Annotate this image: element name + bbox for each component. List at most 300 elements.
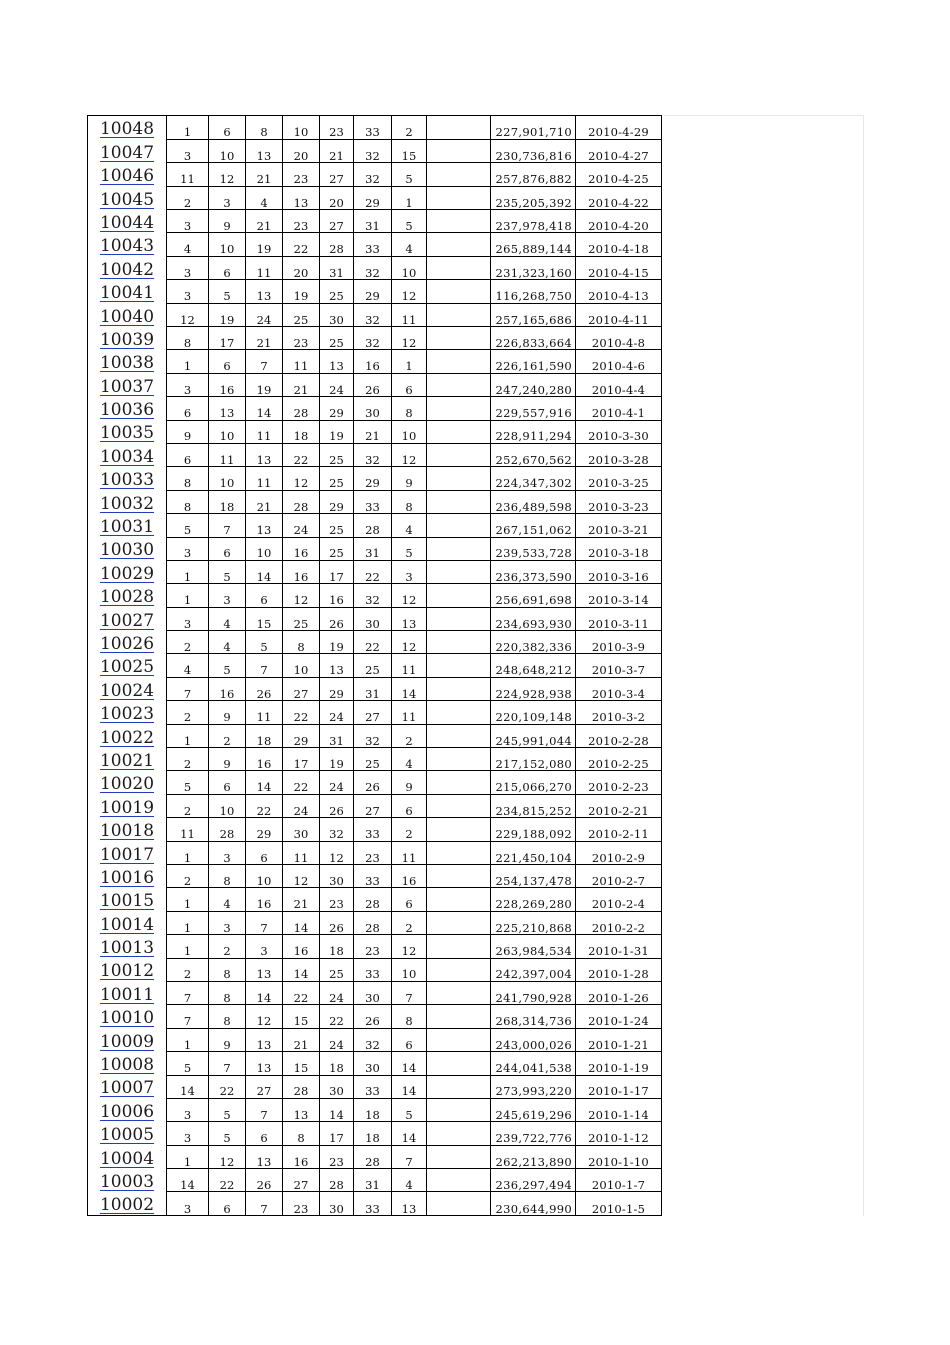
bonus-number-cell: 12 xyxy=(392,280,427,303)
draw-id-link[interactable]: 10023 xyxy=(99,704,155,725)
number-cell: 16 xyxy=(246,888,283,911)
draw-id-cell[interactable] xyxy=(88,958,167,981)
bonus-number-cell: 14 xyxy=(392,1052,427,1075)
draw-id-link[interactable]: 10012 xyxy=(99,961,155,982)
empty-cell xyxy=(427,748,491,771)
number-cell: 17 xyxy=(320,560,354,583)
draw-id-link[interactable]: 10033 xyxy=(99,470,155,491)
bonus-number-cell: 7 xyxy=(392,1145,427,1168)
number-cell: 27 xyxy=(246,1075,283,1098)
amount-cell: 267,151,062 xyxy=(491,514,576,537)
draw-id-cell[interactable] xyxy=(88,397,167,420)
date-cell: 2010-2-4 xyxy=(576,888,662,911)
draw-id-cell[interactable] xyxy=(88,1052,167,1075)
date-cell: 2010-1-5 xyxy=(576,1192,662,1216)
empty-cell xyxy=(427,186,491,209)
number-cell: 22 xyxy=(283,443,320,466)
number-cell: 13 xyxy=(246,1028,283,1051)
draw-id-link[interactable]: 10031 xyxy=(99,517,155,538)
bonus-number-cell: 9 xyxy=(392,771,427,794)
draw-id-link[interactable]: 10047 xyxy=(99,142,155,163)
number-cell: 31 xyxy=(354,677,392,700)
draw-id-link[interactable]: 10027 xyxy=(99,610,155,631)
draw-id-cell[interactable] xyxy=(88,350,167,373)
number-cell: 12 xyxy=(167,303,209,326)
bonus-number-cell: 7 xyxy=(392,981,427,1004)
amount-cell: 262,213,890 xyxy=(491,1145,576,1168)
number-cell: 30 xyxy=(354,981,392,1004)
amount-cell: 265,889,144 xyxy=(491,233,576,256)
draw-id-cell[interactable] xyxy=(88,256,167,279)
empty-cell xyxy=(427,420,491,443)
number-cell: 13 xyxy=(246,514,283,537)
number-cell: 9 xyxy=(209,1028,246,1051)
empty-cell xyxy=(427,771,491,794)
draw-id-cell[interactable] xyxy=(88,163,167,186)
draw-id-link[interactable]: 10022 xyxy=(99,727,155,748)
amount-cell: 231,323,160 xyxy=(491,256,576,279)
draw-id-link[interactable]: 10007 xyxy=(99,1078,155,1099)
date-cell: 2010-3-7 xyxy=(576,654,662,677)
number-cell: 6 xyxy=(167,443,209,466)
draw-id-link[interactable]: 10004 xyxy=(99,1148,155,1169)
draw-id-link[interactable]: 10005 xyxy=(99,1125,155,1146)
number-cell: 8 xyxy=(209,1005,246,1028)
draw-id-cell[interactable] xyxy=(88,841,167,864)
number-cell: 15 xyxy=(283,1052,320,1075)
draw-id-link[interactable]: 10009 xyxy=(99,1031,155,1052)
number-cell: 13 xyxy=(320,350,354,373)
number-cell: 2 xyxy=(167,958,209,981)
number-cell: 21 xyxy=(283,1028,320,1051)
draw-id-link[interactable]: 10017 xyxy=(99,844,155,865)
draw-id-cell[interactable] xyxy=(88,935,167,958)
table-row xyxy=(88,631,662,654)
draw-id-cell[interactable] xyxy=(88,771,167,794)
date-cell: 2010-1-7 xyxy=(576,1169,662,1192)
table-row xyxy=(88,327,662,350)
draw-id-link[interactable]: 10030 xyxy=(99,540,155,561)
draw-id-link[interactable]: 10002 xyxy=(99,1195,155,1216)
draw-id-cell[interactable] xyxy=(88,443,167,466)
number-cell: 13 xyxy=(209,397,246,420)
number-cell: 24 xyxy=(283,794,320,817)
number-cell: 1 xyxy=(167,584,209,607)
date-cell: 2010-2-21 xyxy=(576,794,662,817)
empty-cell xyxy=(427,701,491,724)
date-cell: 2010-3-9 xyxy=(576,631,662,654)
bonus-number-cell: 11 xyxy=(392,701,427,724)
bonus-number-cell: 11 xyxy=(392,841,427,864)
number-cell: 3 xyxy=(167,1098,209,1121)
number-cell: 1 xyxy=(167,1145,209,1168)
table-row xyxy=(88,1052,662,1075)
draw-id-cell[interactable] xyxy=(88,724,167,747)
draw-id-cell[interactable] xyxy=(88,1075,167,1098)
number-cell: 25 xyxy=(320,443,354,466)
number-cell: 17 xyxy=(320,1122,354,1145)
draw-id-link[interactable]: 10020 xyxy=(99,774,155,795)
draw-id-cell[interactable] xyxy=(88,420,167,443)
draw-id-link[interactable]: 10039 xyxy=(99,329,155,350)
amount-cell: 228,911,294 xyxy=(491,420,576,443)
number-cell: 8 xyxy=(167,490,209,513)
empty-cell xyxy=(427,631,491,654)
draw-id-cell[interactable] xyxy=(88,584,167,607)
draw-id-cell[interactable] xyxy=(88,1098,167,1121)
bonus-number-cell: 6 xyxy=(392,794,427,817)
draw-id-cell[interactable] xyxy=(88,981,167,1004)
number-cell: 2 xyxy=(167,631,209,654)
table-row xyxy=(88,186,662,209)
number-cell: 32 xyxy=(354,443,392,466)
empty-cell xyxy=(427,1122,491,1145)
number-cell: 8 xyxy=(283,1122,320,1145)
number-cell: 16 xyxy=(283,935,320,958)
empty-cell xyxy=(427,981,491,1004)
number-cell: 13 xyxy=(320,654,354,677)
number-cell: 27 xyxy=(283,677,320,700)
draw-id-link[interactable]: 10036 xyxy=(99,400,155,421)
draw-id-link[interactable]: 10032 xyxy=(99,493,155,514)
number-cell: 8 xyxy=(209,865,246,888)
draw-id-link[interactable]: 10038 xyxy=(99,353,155,374)
number-cell: 30 xyxy=(354,1052,392,1075)
draw-id-link[interactable]: 10046 xyxy=(99,166,155,187)
empty-cell xyxy=(427,794,491,817)
draw-id-cell[interactable] xyxy=(88,210,167,233)
draw-id-cell[interactable] xyxy=(88,911,167,934)
draw-id-cell[interactable] xyxy=(88,888,167,911)
date-cell: 2010-4-29 xyxy=(576,116,662,140)
number-cell: 32 xyxy=(354,1028,392,1051)
number-cell: 18 xyxy=(246,724,283,747)
number-cell: 11 xyxy=(167,163,209,186)
amount-cell: 248,648,212 xyxy=(491,654,576,677)
number-cell: 18 xyxy=(283,420,320,443)
amount-cell: 228,269,280 xyxy=(491,888,576,911)
amount-cell: 241,790,928 xyxy=(491,981,576,1004)
draw-id-cell[interactable] xyxy=(88,467,167,490)
empty-cell xyxy=(427,888,491,911)
number-cell: 21 xyxy=(246,327,283,350)
draw-id-link[interactable]: 10045 xyxy=(99,189,155,210)
draw-id-link[interactable]: 10028 xyxy=(99,587,155,608)
draw-id-link[interactable]: 10015 xyxy=(99,891,155,912)
draw-id-link[interactable]: 10019 xyxy=(99,797,155,818)
amount-cell: 229,188,092 xyxy=(491,818,576,841)
draw-id-link[interactable]: 10026 xyxy=(99,633,155,654)
number-cell: 21 xyxy=(283,373,320,396)
amount-cell: 116,268,750 xyxy=(491,280,576,303)
number-cell: 5 xyxy=(209,1098,246,1121)
draw-id-link[interactable]: 10043 xyxy=(99,236,155,257)
empty-cell xyxy=(427,724,491,747)
draw-id-cell[interactable] xyxy=(88,373,167,396)
draw-id-link[interactable]: 10044 xyxy=(99,212,155,233)
empty-cell xyxy=(427,1169,491,1192)
draw-id-link[interactable]: 10029 xyxy=(99,563,155,584)
empty-cell xyxy=(427,607,491,630)
table-row xyxy=(88,911,662,934)
date-cell: 2010-4-25 xyxy=(576,163,662,186)
draw-id-link[interactable]: 10037 xyxy=(99,376,155,397)
number-cell: 18 xyxy=(320,1052,354,1075)
number-cell: 7 xyxy=(246,1192,283,1216)
table-row xyxy=(88,1169,662,1192)
empty-cell xyxy=(427,677,491,700)
draw-id-cell[interactable] xyxy=(88,748,167,771)
table-row xyxy=(88,1192,662,1216)
number-cell: 8 xyxy=(209,958,246,981)
number-cell: 29 xyxy=(246,818,283,841)
bonus-number-cell: 6 xyxy=(392,888,427,911)
number-cell: 23 xyxy=(283,1192,320,1216)
draw-id-cell[interactable] xyxy=(88,303,167,326)
date-cell: 2010-2-23 xyxy=(576,771,662,794)
number-cell: 27 xyxy=(320,210,354,233)
bonus-number-cell: 6 xyxy=(392,373,427,396)
draw-results-sheet xyxy=(87,115,662,1216)
number-cell: 4 xyxy=(167,233,209,256)
date-cell: 2010-1-21 xyxy=(576,1028,662,1051)
number-cell: 30 xyxy=(320,1075,354,1098)
draw-id-cell[interactable] xyxy=(88,233,167,256)
number-cell: 33 xyxy=(354,233,392,256)
draw-id-cell[interactable] xyxy=(88,1192,167,1216)
amount-cell: 215,066,270 xyxy=(491,771,576,794)
draw-id-link[interactable]: 10006 xyxy=(99,1101,155,1122)
table-row xyxy=(88,677,662,700)
number-cell: 32 xyxy=(354,139,392,162)
amount-cell: 236,297,494 xyxy=(491,1169,576,1192)
amount-cell: 227,901,710 xyxy=(491,116,576,140)
number-cell: 10 xyxy=(283,116,320,140)
number-cell: 28 xyxy=(283,397,320,420)
number-cell: 2 xyxy=(167,701,209,724)
number-cell: 28 xyxy=(209,818,246,841)
number-cell: 5 xyxy=(209,280,246,303)
draw-id-cell[interactable] xyxy=(88,654,167,677)
draw-id-cell[interactable] xyxy=(88,139,167,162)
draw-id-link[interactable]: 10025 xyxy=(99,657,155,678)
draw-id-cell[interactable] xyxy=(88,677,167,700)
draw-id-cell[interactable] xyxy=(88,701,167,724)
table-row xyxy=(88,303,662,326)
amount-cell: 217,152,080 xyxy=(491,748,576,771)
bonus-number-cell: 10 xyxy=(392,256,427,279)
number-cell: 26 xyxy=(354,373,392,396)
draw-id-link[interactable]: 10042 xyxy=(99,259,155,280)
number-cell: 3 xyxy=(167,1122,209,1145)
number-cell: 29 xyxy=(354,280,392,303)
draw-id-link[interactable]: 10013 xyxy=(99,938,155,959)
draw-id-cell[interactable] xyxy=(88,490,167,513)
draw-id-link[interactable]: 10024 xyxy=(99,680,155,701)
amount-cell: 263,984,534 xyxy=(491,935,576,958)
date-cell: 2010-1-14 xyxy=(576,1098,662,1121)
amount-cell: 229,557,916 xyxy=(491,397,576,420)
number-cell: 3 xyxy=(167,280,209,303)
date-cell: 2010-3-21 xyxy=(576,514,662,537)
draw-id-cell[interactable] xyxy=(88,865,167,888)
amount-cell: 226,161,590 xyxy=(491,350,576,373)
number-cell: 14 xyxy=(246,397,283,420)
number-cell: 6 xyxy=(209,771,246,794)
draw-id-link[interactable]: 10035 xyxy=(99,423,155,444)
draw-id-cell[interactable] xyxy=(88,1122,167,1145)
table-row xyxy=(88,981,662,1004)
empty-cell xyxy=(427,1098,491,1121)
amount-cell: 224,347,302 xyxy=(491,467,576,490)
bonus-number-cell: 14 xyxy=(392,677,427,700)
number-cell: 8 xyxy=(246,116,283,140)
number-cell: 18 xyxy=(209,490,246,513)
empty-cell xyxy=(427,280,491,303)
draw-id-cell[interactable] xyxy=(88,1028,167,1051)
empty-cell xyxy=(427,490,491,513)
number-cell: 22 xyxy=(283,233,320,256)
table-row xyxy=(88,420,662,443)
amount-cell: 256,691,698 xyxy=(491,584,576,607)
bonus-number-cell: 14 xyxy=(392,1122,427,1145)
bonus-number-cell: 11 xyxy=(392,654,427,677)
number-cell: 4 xyxy=(209,631,246,654)
amount-cell: 221,450,104 xyxy=(491,841,576,864)
amount-cell: 230,644,990 xyxy=(491,1192,576,1216)
number-cell: 33 xyxy=(354,818,392,841)
number-cell: 10 xyxy=(246,865,283,888)
number-cell: 31 xyxy=(320,256,354,279)
date-cell: 2010-4-6 xyxy=(576,350,662,373)
number-cell: 16 xyxy=(283,537,320,560)
number-cell: 26 xyxy=(320,607,354,630)
draw-id-link[interactable]: 10021 xyxy=(99,750,155,771)
draw-id-link[interactable]: 10041 xyxy=(99,283,155,304)
amount-cell: 257,876,882 xyxy=(491,163,576,186)
date-cell: 2010-4-8 xyxy=(576,327,662,350)
bonus-number-cell: 16 xyxy=(392,865,427,888)
table-row xyxy=(88,1145,662,1168)
empty-cell xyxy=(427,210,491,233)
bonus-number-cell: 15 xyxy=(392,139,427,162)
date-cell: 2010-1-19 xyxy=(576,1052,662,1075)
draw-id-link[interactable]: 10018 xyxy=(99,821,155,842)
empty-cell xyxy=(427,350,491,373)
bonus-number-cell: 11 xyxy=(392,303,427,326)
number-cell: 10 xyxy=(209,420,246,443)
table-row xyxy=(88,1098,662,1121)
number-cell: 8 xyxy=(209,981,246,1004)
empty-cell xyxy=(427,139,491,162)
number-cell: 13 xyxy=(246,958,283,981)
date-cell: 2010-1-12 xyxy=(576,1122,662,1145)
number-cell: 8 xyxy=(167,327,209,350)
number-cell: 16 xyxy=(320,584,354,607)
number-cell: 2 xyxy=(167,748,209,771)
draw-id-cell[interactable] xyxy=(88,514,167,537)
bonus-number-cell: 13 xyxy=(392,607,427,630)
number-cell: 17 xyxy=(209,327,246,350)
draw-id-link[interactable]: 10010 xyxy=(99,1008,155,1029)
draw-id-cell[interactable] xyxy=(88,818,167,841)
number-cell: 10 xyxy=(209,233,246,256)
draw-id-cell[interactable] xyxy=(88,186,167,209)
number-cell: 16 xyxy=(246,748,283,771)
bonus-number-cell: 9 xyxy=(392,467,427,490)
number-cell: 19 xyxy=(246,373,283,396)
date-cell: 2010-4-27 xyxy=(576,139,662,162)
draw-id-cell[interactable] xyxy=(88,1169,167,1192)
draw-id-cell[interactable] xyxy=(88,1005,167,1028)
draw-id-cell[interactable] xyxy=(88,116,167,140)
number-cell: 25 xyxy=(320,514,354,537)
number-cell: 32 xyxy=(354,724,392,747)
empty-cell xyxy=(427,1052,491,1075)
date-cell: 2010-1-10 xyxy=(576,1145,662,1168)
number-cell: 25 xyxy=(320,280,354,303)
bonus-number-cell: 8 xyxy=(392,490,427,513)
table-row xyxy=(88,514,662,537)
draw-id-link[interactable]: 10003 xyxy=(99,1171,155,1192)
table-row xyxy=(88,537,662,560)
draw-id-cell[interactable] xyxy=(88,794,167,817)
number-cell: 24 xyxy=(320,373,354,396)
number-cell: 11 xyxy=(167,818,209,841)
number-cell: 32 xyxy=(354,584,392,607)
draw-id-cell[interactable] xyxy=(88,327,167,350)
number-cell: 8 xyxy=(283,631,320,654)
number-cell: 14 xyxy=(167,1169,209,1192)
draw-id-link[interactable]: 10048 xyxy=(99,119,155,140)
empty-cell xyxy=(427,467,491,490)
number-cell: 27 xyxy=(354,794,392,817)
number-cell: 21 xyxy=(246,210,283,233)
date-cell: 2010-3-18 xyxy=(576,537,662,560)
number-cell: 12 xyxy=(246,1005,283,1028)
draw-id-link[interactable]: 10016 xyxy=(99,867,155,888)
number-cell: 16 xyxy=(354,350,392,373)
table-row xyxy=(88,1028,662,1051)
draw-id-link[interactable]: 10011 xyxy=(99,984,155,1005)
number-cell: 23 xyxy=(354,841,392,864)
draw-id-cell[interactable] xyxy=(88,280,167,303)
draw-id-cell[interactable] xyxy=(88,1145,167,1168)
draw-id-cell[interactable] xyxy=(88,560,167,583)
bonus-number-cell: 2 xyxy=(392,724,427,747)
draw-id-link[interactable]: 10034 xyxy=(99,446,155,467)
number-cell: 10 xyxy=(246,537,283,560)
table-row xyxy=(88,490,662,513)
bonus-number-cell: 2 xyxy=(392,818,427,841)
draw-id-link[interactable]: 10014 xyxy=(99,914,155,935)
draw-id-cell[interactable] xyxy=(88,607,167,630)
number-cell: 10 xyxy=(209,467,246,490)
date-cell: 2010-3-16 xyxy=(576,560,662,583)
draw-id-cell[interactable] xyxy=(88,631,167,654)
number-cell: 1 xyxy=(167,350,209,373)
draw-id-cell[interactable] xyxy=(88,537,167,560)
date-cell: 2010-4-20 xyxy=(576,210,662,233)
number-cell: 22 xyxy=(209,1169,246,1192)
draw-id-link[interactable]: 10040 xyxy=(99,306,155,327)
bonus-number-cell: 2 xyxy=(392,116,427,140)
number-cell: 30 xyxy=(320,865,354,888)
table-row xyxy=(88,748,662,771)
draw-id-link[interactable]: 10008 xyxy=(99,1055,155,1076)
number-cell: 13 xyxy=(246,280,283,303)
empty-cell xyxy=(427,841,491,864)
